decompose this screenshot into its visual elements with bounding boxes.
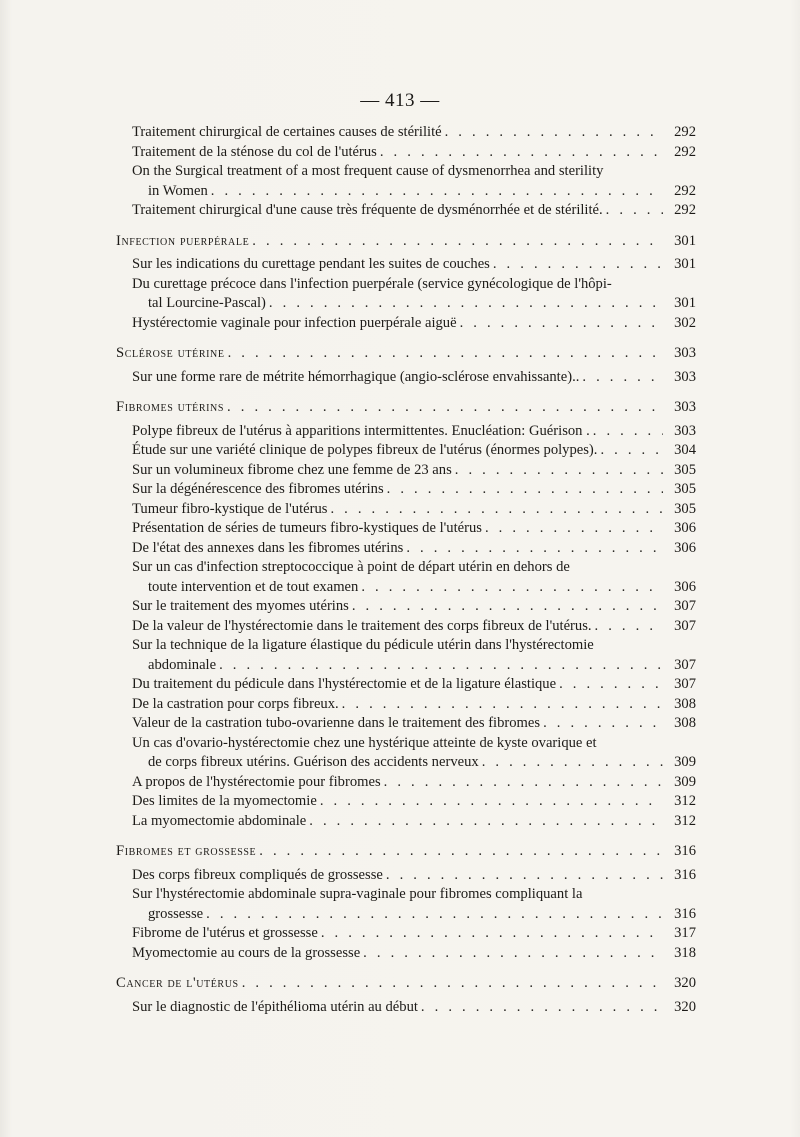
section-title: Fibromes et grossesse	[116, 843, 257, 859]
toc-entry	[116, 255, 696, 275]
entry-text: grossesse	[148, 905, 204, 922]
toc-entry	[116, 924, 696, 944]
entry-text: abdominale	[148, 656, 217, 673]
dot-leader	[206, 905, 663, 925]
toc-entry	[116, 885, 696, 924]
entry-page-number: 292	[674, 182, 696, 199]
toc-entry	[116, 422, 696, 442]
dot-leader	[406, 539, 663, 559]
entry-page-number: 304	[674, 442, 696, 458]
toc-section-heading	[116, 398, 696, 418]
entry-page-number: 309	[674, 754, 696, 770]
toc-entry	[116, 123, 696, 143]
dot-leader	[227, 398, 663, 418]
toc-entry	[116, 539, 696, 559]
entry-text: De la valeur de l'hystérectomie dans le traitement des corps fibreux de l'utérus.	[132, 617, 592, 634]
dot-leader	[363, 944, 663, 964]
entry-text: Étude sur une variété clinique de polypes fibreux de l'utérus (énormes polypes).	[132, 442, 598, 458]
entry-text-line: Sur un cas d'infection streptococcique à point de départ utérin en dehors de	[132, 559, 570, 575]
entry-page-number: 312	[674, 812, 696, 829]
toc-entry	[116, 162, 696, 201]
entry-text-line: Sur la technique de la ligature élastique du pédicule utérin dans l'hystérectomie	[132, 637, 594, 653]
toc-entry	[116, 675, 696, 695]
toc-entry	[116, 773, 696, 793]
entry-page-number: 308	[674, 715, 696, 731]
dot-leader	[445, 123, 663, 143]
entry-page-number: 305	[674, 500, 696, 517]
toc-entry	[116, 461, 696, 481]
toc-section-heading	[116, 232, 696, 252]
dot-leader	[380, 143, 663, 163]
dot-leader	[320, 792, 663, 812]
entry-page-number: 320	[674, 998, 696, 1015]
toc-entry	[116, 368, 696, 388]
dot-leader	[342, 695, 663, 715]
entry-text: tal Lourcine-Pascal)	[148, 295, 266, 311]
entry-page-number: 292	[674, 202, 696, 218]
dot-leader	[269, 294, 663, 314]
entry-text: La myomectomie abdominale	[132, 812, 307, 829]
entry-page-number: 316	[674, 905, 696, 922]
section-title: Infection puerpérale	[116, 232, 250, 249]
entry-text: Sur la dégénérescence des fibromes utérins	[132, 481, 384, 497]
entry-text: Sur le diagnostic de l'épithélioma utérin au début	[132, 998, 418, 1015]
dot-leader	[543, 714, 663, 734]
entry-page-number: 302	[674, 314, 696, 331]
page-number: — 413 —	[360, 90, 440, 111]
dot-leader	[259, 842, 663, 862]
entry-page-number: 307	[674, 676, 696, 692]
dot-leader	[228, 344, 663, 364]
dot-leader	[387, 480, 663, 500]
entry-text: Traitement chirurgical de certaines causes de stérilité	[132, 124, 442, 140]
table-of-contents	[116, 123, 696, 1017]
entry-page-number: 305	[674, 481, 696, 497]
toc-section-heading	[116, 842, 696, 862]
section-page-number: 303	[674, 399, 696, 415]
toc-group	[116, 398, 696, 831]
toc-group	[116, 123, 696, 221]
toc-entry	[116, 558, 696, 597]
toc-entry	[116, 500, 696, 520]
dot-leader	[485, 519, 663, 539]
entry-text: De la castration pour corps fibreux.	[132, 695, 339, 712]
entry-text: Myomectomie au cours de la grossesse	[132, 944, 361, 961]
dot-leader	[582, 368, 663, 388]
entry-page-number: 301	[674, 256, 696, 272]
dot-leader	[559, 675, 663, 695]
dot-leader	[493, 255, 663, 275]
entry-page-number: 307	[674, 598, 696, 614]
toc-group	[116, 344, 696, 387]
entry-text: Présentation de séries de tumeurs fibro-kystiques de l'utérus	[132, 520, 482, 536]
entry-page-number: 309	[674, 773, 696, 790]
dot-leader	[593, 422, 663, 442]
toc-entry	[116, 519, 696, 539]
entry-text-line: Sur l'hystérectomie abdominale supra-vaginale pour fibromes compliquant la	[132, 886, 583, 902]
toc-group	[116, 842, 696, 963]
entry-page-number: 303	[674, 368, 696, 385]
dot-leader	[482, 753, 663, 773]
dot-leader	[386, 866, 663, 886]
entry-text: Des limites de la myomectomie	[132, 793, 317, 809]
dot-leader	[421, 998, 663, 1018]
entry-page-number: 308	[674, 695, 696, 712]
dot-leader	[242, 974, 663, 994]
dot-leader	[595, 617, 663, 637]
dot-leader	[321, 924, 663, 944]
dot-leader	[384, 773, 663, 793]
section-page-number: 303	[674, 345, 696, 361]
entry-page-number: 312	[674, 793, 696, 809]
entry-text: Traitement de la sténose du col de l'utérus	[132, 143, 377, 160]
dot-leader	[606, 201, 663, 221]
entry-text: in Women	[148, 182, 208, 199]
toc-entry	[116, 597, 696, 617]
toc-group	[116, 232, 696, 334]
toc-entry	[116, 636, 696, 675]
dot-leader	[352, 597, 663, 617]
entry-text-line: Du curettage précoce dans l'infection puerpérale (service gynécologique de l'hôpi-	[132, 275, 612, 292]
section-title: Cancer de l'utérus	[116, 975, 239, 991]
toc-group	[116, 974, 696, 1017]
section-title: Sclérose utérine	[116, 345, 225, 361]
entry-text: toute intervention et de tout examen	[148, 578, 359, 595]
entry-text: Tumeur fibro-kystique de l'utérus	[132, 500, 328, 517]
entry-text: Sur le traitement des myomes utérins	[132, 598, 349, 614]
entry-text: Traitement chirurgical d'une cause très fréquente de dysménorrhée et de stérilité.	[132, 202, 603, 218]
entry-page-number: 292	[674, 143, 696, 160]
entry-page-number: 317	[674, 925, 696, 941]
entry-text-line: Un cas d'ovario-hystérectomie chez une hystérique atteinte de kyste ovarique et	[132, 734, 597, 751]
toc-entry	[116, 314, 696, 334]
entry-text: Sur un volumineux fibrome chez une femme de 23 ans	[132, 461, 452, 478]
entry-page-number: 306	[674, 520, 696, 536]
toc-section-heading	[116, 344, 696, 364]
toc-entry	[116, 695, 696, 715]
toc-entry	[116, 617, 696, 637]
dot-leader	[211, 182, 663, 202]
entry-text: Des corps fibreux compliqués de grossesse	[132, 866, 383, 883]
entry-page-number: 292	[674, 124, 696, 140]
entry-page-number: 303	[674, 422, 696, 439]
toc-entry	[116, 866, 696, 886]
entry-page-number: 306	[674, 578, 696, 595]
entry-text: Du traitement du pédicule dans l'hystérectomie et de la ligature élastique	[132, 676, 557, 692]
entry-text-line: On the Surgical treatment of a most frequent cause of dysmenorrhea and sterility	[132, 163, 604, 179]
toc-entry	[116, 998, 696, 1018]
section-page-number: 320	[674, 975, 696, 991]
dot-leader	[455, 461, 663, 481]
dot-leader	[219, 656, 663, 676]
entry-text: Valeur de la castration tubo-ovarienne dans le traitement des fibromes	[132, 715, 541, 731]
dot-leader	[361, 578, 663, 598]
section-title: Fibromes utérins	[116, 399, 225, 415]
toc-entry	[116, 275, 696, 314]
toc-entry	[116, 201, 696, 221]
dot-leader	[600, 441, 663, 461]
toc-entry	[116, 734, 696, 773]
entry-page-number: 318	[674, 944, 696, 961]
entry-page-number: 307	[674, 656, 696, 673]
toc-section-heading	[116, 974, 696, 994]
entry-text: De l'état des annexes dans les fibromes utérins	[132, 539, 404, 556]
entry-page-number: 306	[674, 539, 696, 556]
toc-entry	[116, 480, 696, 500]
dot-leader	[330, 500, 663, 520]
entry-page-number: 305	[674, 461, 696, 478]
entry-text: de corps fibreux utérins. Guérison des accidents nerveux	[148, 754, 479, 770]
dot-leader	[252, 232, 663, 252]
dot-leader	[460, 314, 663, 334]
entry-page-number: 301	[674, 295, 696, 311]
entry-text: Sur les indications du curettage pendant les suites de couches	[132, 256, 490, 272]
dot-leader	[309, 812, 663, 832]
entry-text: Fibrome de l'utérus et grossesse	[132, 925, 318, 941]
section-page-number: 316	[674, 843, 696, 859]
entry-text: Hystérectomie vaginale pour infection puerpérale aiguë	[132, 314, 457, 331]
toc-entry	[116, 143, 696, 163]
toc-entry	[116, 792, 696, 812]
entry-text: A propos de l'hystérectomie pour fibromes	[132, 773, 381, 790]
toc-entry	[116, 944, 696, 964]
section-page-number: 301	[674, 232, 696, 249]
entry-text: Polype fibreux de l'utérus à apparitions intermittentes. Enucléation: Guérison .	[132, 422, 590, 439]
toc-entry	[116, 812, 696, 832]
entry-page-number: 316	[674, 866, 696, 883]
entry-page-number: 307	[674, 617, 696, 634]
toc-entry	[116, 441, 696, 461]
toc-entry	[116, 714, 696, 734]
entry-text: Sur une forme rare de métrite hémorrhagique (angio-sclérose envahissante)..	[132, 368, 580, 385]
